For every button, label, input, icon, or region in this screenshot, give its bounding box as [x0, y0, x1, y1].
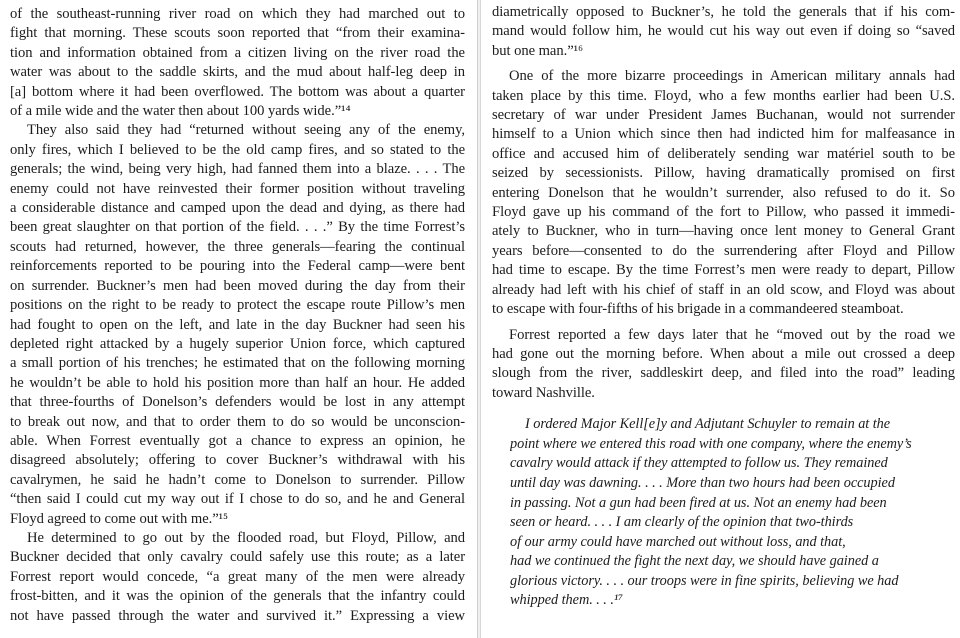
text-line: One of the more bizarre proceedings in American military annals had: [509, 68, 955, 85]
text-line: toward Nashville.: [492, 384, 595, 401]
paragraph: [492, 67, 955, 319]
text-line: fight that morning. These scouts soon reported that “from their examina-: [10, 25, 465, 42]
text-line: generals; the wind, being very high, had fanned them into a blaze. . . . The: [10, 161, 465, 178]
text-line: ately to Buckner, who in turn—having once lent money to General Grant: [492, 223, 955, 240]
text-line: Floyd agreed to come out with me.”¹⁵: [10, 510, 229, 527]
text-line: entering Donelson that he wouldn’t surrender, also refused to do it. So: [492, 184, 955, 201]
text-line: office and accused him of deliberately sending war matériel south to be: [492, 145, 955, 162]
text-line: positions on the right to be ready to protect the escape route Pillow’s men: [10, 297, 465, 314]
text-line: slough from the river, saddleskirt deep, and filed into the road” leading: [492, 365, 955, 382]
text-line: years before—consented to do the surrendering after Floyd and Pillow: [492, 242, 955, 259]
text-line: tion and information obtained from a citizen living on the river road the: [10, 44, 465, 61]
text-line: mand would follow him, he would cut his way out even if doing so “saved: [492, 23, 955, 40]
text-line: cavalrymen, he said he hadn’t come to Donelson to surrender. Pillow: [10, 471, 465, 488]
text-line: on surrender. Buckner’s men had been moved during the day from their: [10, 277, 465, 294]
text-line: Buckner decided that only cavalry could safely use this route; as a later: [10, 549, 465, 566]
text-line: Forrest reported a few days later that he “moved out by the road we: [509, 326, 955, 343]
quote-line: point where we entered this road with one company, where the enemy’s: [510, 435, 912, 452]
text-line: a small portion of his trenches; he estimated that on the following morning: [10, 355, 465, 372]
text-line: not have passed through the water and survived it.” Expressing a view: [10, 607, 465, 624]
paragraph: [492, 326, 955, 404]
text-line: enemy could not have reinvested their former position without traveling: [10, 180, 465, 197]
text-line: frost-bitten, and it was the opinion of the generals that the infantry could: [10, 588, 465, 605]
quote-line: whipped them. . . .¹⁷: [510, 592, 624, 609]
text-line: [a] bottom where it had been overflowed. The bottom was about a quarter: [10, 83, 465, 100]
text-line: been great slaughter on that portion of the field. . . .” By the time Forrest’s: [10, 219, 465, 236]
text-line: that three-fourths of Donelson’s defenders would be lost in any attempt: [10, 394, 465, 411]
left-column: [0, 0, 477, 638]
text-line: depleted right attacked by a hugely superior Union force, which captured: [10, 335, 465, 352]
text-line: only fires, which I believed to be the old camp fires, and so stated to the: [10, 141, 465, 158]
text-line: He determined to go out by the flooded road, but Floyd, Pillow, and: [27, 529, 465, 546]
text-line: of the southeast-running river road on which they had marched out to: [10, 6, 465, 22]
text-line: seized by secessionists. Pillow, having dramatically promised on first: [492, 165, 955, 182]
text-line: himself to a Union which since then had indicted him for malfeasance in: [492, 126, 955, 143]
quote-line: I ordered Major Kell[e]y and Adjutant Schuyler to remain at the: [525, 416, 891, 433]
right-column: [481, 0, 960, 638]
text-line: scouts had returned, however, the three generals—fearing the continual: [10, 238, 465, 255]
text-line: Floyd gave up his command of the fort to Pillow, who passed it immedi-: [492, 204, 955, 221]
paragraph: [10, 5, 465, 121]
text-line: had gone out the morning before. When about a mile out crossed a deep: [492, 345, 955, 362]
text-line: “then said I could cut my way out if I chose to do so, and he and General: [10, 491, 465, 508]
paragraph: [10, 121, 465, 529]
text-line: They also said they had “returned without seeing any of the enemy,: [27, 122, 465, 139]
block-quote: [492, 415, 955, 611]
text-line: of a mile wide and the water then about 100 yards wide.”¹⁴: [10, 103, 351, 120]
quote-line: had we continued the fight the next day, we should have gained a: [510, 553, 879, 570]
text-line: had time to escape. By the time Forrest’s men were ready to depart, Pillow: [492, 262, 955, 279]
quote-line: until day was dawning. . . . More than two hours had been occupied: [510, 474, 895, 491]
paragraph: [492, 3, 955, 61]
text-line: taken place by this time. Floyd, who a few months earlier had been U.S.: [492, 87, 955, 104]
quote-line: of our army could have marched out without loss, and that,: [510, 533, 846, 550]
text-line: diametrically opposed to Buckner’s, he told the generals that if his com-: [492, 4, 955, 20]
text-line: secretary of war under President James Buchanan, would not surrender: [492, 107, 955, 124]
text-line: Forrest report would concede, “a great many of the men were already: [10, 568, 465, 585]
text-line: but one man.”¹⁶: [492, 42, 583, 59]
quote-line: in passing. Not a gun had been fired at us. Not an enemy had been: [510, 494, 887, 511]
text-line: reinforcements reported to be pouring into the Federal camp—were bent: [10, 258, 465, 275]
text-line: disagreed absolutely; offering to cover Buckner’s withdrawal with his: [10, 452, 465, 469]
text-line: to escape with four-fifths of his brigade in a commandeered steamboat.: [492, 301, 904, 318]
text-line: a considerable distance and camped upon the dead and dying, as there had: [10, 200, 465, 217]
quote-line: seen or heard. . . . I am clearly of the opinion that two-thirds: [510, 514, 854, 531]
text-line: to break out now, and that to order them to do so would be unconscion-: [10, 413, 465, 430]
quote-line: cavalry would attack if they attempted to follow us. They remained: [510, 455, 888, 472]
quote-line: glorious victory. . . . our troops were in fine spirits, believing we had: [510, 572, 899, 589]
text-line: had fought to open on the left, and late in the day Buckner had seen his: [10, 316, 465, 333]
text-line: water was about to the saddle skirts, and the mud about half-leg deep in: [10, 64, 465, 81]
paragraph: [10, 529, 465, 626]
paragraph-gap: [492, 403, 955, 413]
text-line: he wouldn’t be able to hold his position more than half an hour. He added: [10, 374, 465, 391]
text-line: able. When Forrest eventually got a chance to express an opinion, he: [10, 432, 465, 449]
text-line: already had left with his chief of staff in an old scow, and Floyd was about: [492, 281, 955, 298]
